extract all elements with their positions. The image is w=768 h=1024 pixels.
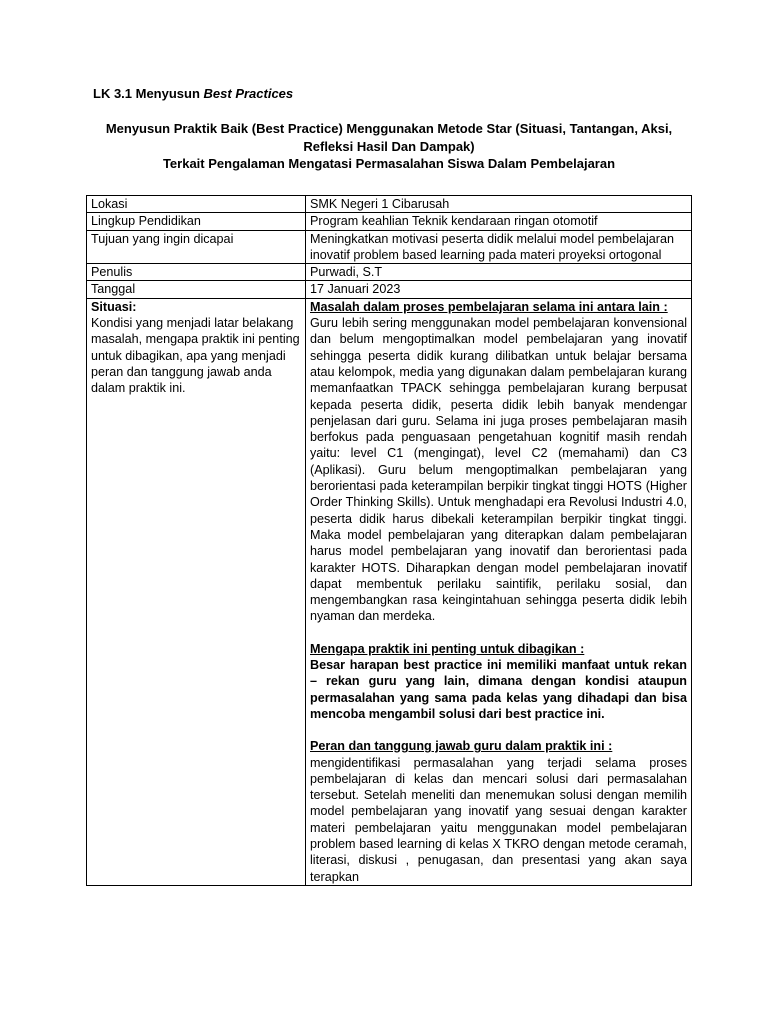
row-penulis <box>87 264 692 281</box>
label-tujuan: Tujuan yang ingin dicapai <box>87 230 306 264</box>
row-situasi <box>87 298 692 885</box>
value-lingkup: Program keahlian Teknik kendaraan ringan otomotif <box>306 213 692 230</box>
label-tanggal: Tanggal <box>87 281 306 298</box>
label-situasi <box>87 298 306 885</box>
best-practice-form-table <box>86 195 692 886</box>
row-lokasi <box>87 196 692 213</box>
situasi-description: Kondisi yang menjadi latar belakang masalah, mengapa praktik ini penting untuk dibagikan, apa yang menjadi peran dan tanggung jawab anda dalam praktik ini. <box>91 316 300 396</box>
worksheet-heading <box>93 86 293 101</box>
spacer <box>310 722 687 738</box>
row-lingkup <box>87 213 692 230</box>
value-situasi <box>306 298 692 885</box>
mengapa-text: Besar harapan best practice ini memiliki manfaat untuk rekan – rekan guru yang lain, dimana dengan kondisi ataupun permasalahan yang sama pada kelas yang dihadapi dan bisa mencoba mengambil solusi dari best practice ini. <box>310 658 687 721</box>
peran-text: mengidentifikasi permasalahan yang terjadi selama proses pembelajaran di kelas dan mencari solusi dari permasalahan tersebut. Setelah meneliti dan menemukan solusi dengan memilih model pembelajaran yang inovatif yang sesuai dengan karakter materi pembelajaran yaitu menggunakan model pembelajaran problem based learning di kelas X TKRO dengan metode ceramah, literasi, diskusi , penugasan, dan presentasi yang akan saya terapkan <box>310 755 687 884</box>
value-tujuan: Meningkatkan motivasi peserta didik melalui model pembelajaran inovatif problem based learning pada materi proyeksi ortogonal <box>306 230 692 264</box>
value-penulis: Purwadi, S.T <box>306 264 692 281</box>
peran-heading: Peran dan tanggung jawab guru dalam praktik ini : <box>310 739 613 754</box>
spacer <box>310 625 687 641</box>
row-tujuan <box>87 230 692 264</box>
document-title <box>86 120 692 173</box>
label-lokasi: Lokasi <box>87 196 306 213</box>
title-line-1: Menyusun Praktik Baik (Best Practice) Menggunakan Metode Star (Situasi, Tantangan, Aksi, <box>105 121 673 136</box>
title-line-3: Terkait Pengalaman Mengatasi Permasalahan Siswa Dalam Pembelajaran <box>162 156 616 171</box>
value-lokasi: SMK Negeri 1 Cibarusah <box>306 196 692 213</box>
masalah-text: Guru lebih sering menggunakan model pembelajaran konvensional dan belum mengoptimalkan model pembelajaran yang inovatif sehingga peserta didik kurang dilibatkan untuk belajar bersama atau kelompok, media yang digunakan dalam pembelajaran kurang memanfaatkan TPACK sehingga pembelajaran kurang berpusat kepada peserta didik, peserta didik lebih banyak mendengar penjelasan dari guru. Selama ini juga proses pembelajaran masih berfokus pada penguasaan pengetahuan kognitif masih rendah yaitu: level C1 (mengingat), level C2 (memahami) dan C3 (Aplikasi). Guru belum mengoptimalkan pembelajaran yang berorientasi pada keterampilan berpikir tingkat tinggi HOTS (Higher Order Thinking Skills). Untuk menghadapi era Revolusi Industri 4.0, peserta didik harus dibekali keterampilan berpikir tingkat tinggi. Maka model pembelajaran yang diterapkan dalam pembelajaran harus model pembelajaran yang inovatif dan berorientasi pada karakter HOTS. Diharapkan dengan model pembelajaran inovatif dapat membentuk perilaku saintifik, perilaku sosial, dan mengembangkan rasa keingintahuan sehingga peserta didik lebih nyaman dan merdeka. <box>310 316 687 624</box>
heading-prefix: LK 3.1 Menyusun <box>93 86 204 101</box>
label-lingkup: Lingkup Pendidikan <box>87 213 306 230</box>
label-penulis: Penulis <box>87 264 306 281</box>
heading-italic: Best Practices <box>203 86 294 101</box>
row-tanggal <box>87 281 692 298</box>
title-line-2: Refleksi Hasil Dan Dampak) <box>303 138 475 154</box>
situasi-title: Situasi: <box>91 299 137 314</box>
mengapa-heading: Mengapa praktik ini penting untuk dibagikan : <box>310 641 585 656</box>
value-tanggal: 17 Januari 2023 <box>306 281 692 298</box>
masalah-heading: Masalah dalam proses pembelajaran selama ini antara lain : <box>310 299 668 314</box>
